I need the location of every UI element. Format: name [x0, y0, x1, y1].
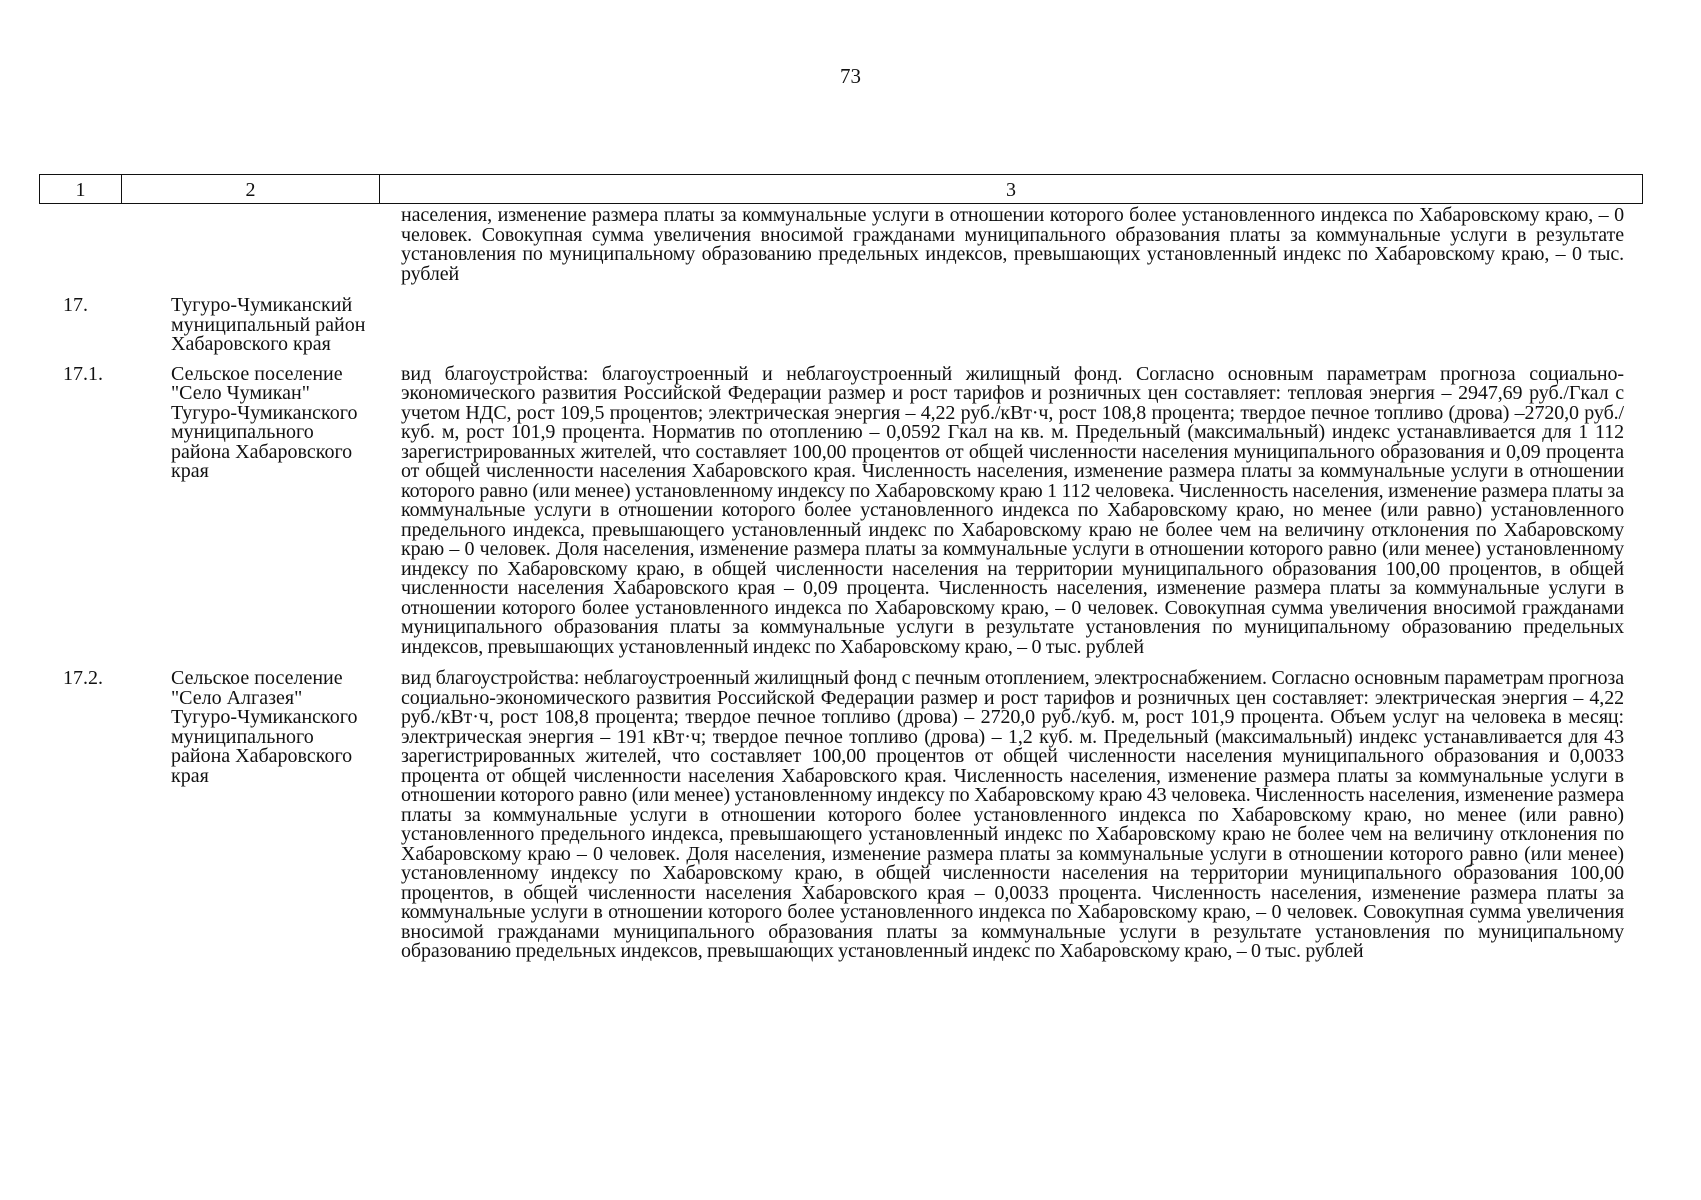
row-entity-name: Тугуро-Чумиканский муниципальный район Хабаровского края [171, 294, 366, 355]
row-entity-name: Сельское поселение "Село Алгазея" Тугуро-Чумиканского муниципального района Хабаровского края [171, 667, 358, 787]
row-number: 17. [63, 294, 88, 316]
row-number: 17.1. [63, 362, 103, 385]
row-description: вид благоустройства: неблагоустроенный жилищный фонд с печным отоплением, электроснабжением. Согласно основным параметрам прогноза социально-экономического развития Российской Федерации размер и рост тарифов и розничных цен составляет: электрическая энергия – 4,22 руб./кВт·ч, рост 108,8 процента; твердое печное топливо (дрова) – 2720,0 руб./куб. м, рост 101,9 процента. Объем услуг на человека в месяц: электрическая энергия – 191 кВт·ч; твердое печное топливо (дрова) – 1,2 куб. м. Предельный (максимальный) индекс устанавливается для 43 зарегистрированных жителей, что составляет 100,00 процентов от общей численности населения муниципального образования и 0,0033 процента от общей численности населения Хабаровского края. Численность населения, изменение размера платы за коммунальные услуги в отношении которого равно (или менее) установленному индексу по Хабаровскому краю 43 человека. Численность населения, изменение размера платы за коммунальные услуги в отношении которого более установленного индекса по Хабаровскому краю, но менее (или равно) установленного предельного индекса, превышающего установленный индекс по Хабаровскому краю не более чем на величину отклонения по Хабаровскому краю – 0 человек. Доля населения, изменение размера платы за коммунальные услуги в отношении которого равно (или менее) установленному индексу по Хабаровскому краю, в общей численности населения на территории муниципального образования 100,00 процентов, в общей численности населения Хабаровского края – 0,0033 процента. Численность населения, изменение размера платы за коммунальные услуги в отношении которого более установленного индекса по Хабаровскому краю, – 0 человек. Совокупная сумма увеличения вносимой гражданами муниципального образования платы за коммунальные услуги в результате установления по муниципальному образованию предельных индексов, превышающих установленный индекс по Хабаровскому краю, – 0 тыс. рублей [401, 667, 1624, 962]
header-col-1: 1 [40, 175, 122, 203]
row-description: населения, изменение размера платы за коммунальные услуги в отношении которого более установленного индекса по Хабаровскому краю, – 0 человек. Совокупная сумма увеличения вносимой гражданами муниципального образования платы за коммунальные услуги в результате установления по муниципальному образованию предельных индексов, превышающих установленный индекс по Хабаровскому краю, – 0 тыс. рублей [401, 204, 1624, 285]
header-col-3: 3 [1006, 179, 1016, 201]
header-col-2: 2 [122, 175, 380, 203]
table-row [39, 669, 1643, 962]
table-row [39, 296, 1643, 355]
table-row [39, 206, 1643, 284]
table-body [39, 206, 1643, 962]
table-header [39, 174, 1643, 204]
table-row [39, 362, 1643, 658]
page-number: 73 [840, 64, 861, 88]
row-description: вид благоустройства: благоустроенный и неблагоустроенный жилищный фонд. Согласно основным параметрам прогноза социально-экономического развития Российской Федерации размер и рост тарифов и розничных цен составляет: тепловая энергия – 2947,69 руб./Гкал с учетом НДС, рост 109,5 процентов; электрическая энергия – 4,22 руб./кВт·ч, рост 108,8 процента; твердое печное топливо (дрова) –2720,0 руб./куб. м, рост 101,9 процента. Норматив по отоплению – 0,0592 Гкал на кв. м. Предельный (максимальный) индекс устанавливается для 1 112 зарегистрированных жителей, что составляет 100,00 процентов от общей численности населения муниципального образования и 0,09 процента от общей численности населения Хабаровского края. Численность населения, изменение размера платы за коммунальные услуги в отношении которого равно (или менее) установленному индексу по Хабаровскому краю 1 112 человека. Численность населения, изменение размера платы за коммунальные услуги в отношении которого более установленного индекса по Хабаровскому краю, но менее (или равно) установленного предельного индекса, превышающего установленный индекс по Хабаровскому краю не более чем на величину отклонения по Хабаровскому краю – 0 человек. Доля населения, изменение размера платы за коммунальные услуги в отношении которого равно (или менее) установленному индексу по Хабаровскому краю, в общей численности населения на территории муниципального образования 100,00 процентов, в общей численности населения Хабаровского края – 0,09 процента. Численность населения, изменение размера платы за коммунальные услуги в отношении которого более установленного индекса по Хабаровскому краю, – 0 человек. Совокупная сумма увеличения вносимой гражданами муниципального образования платы за коммунальные услуги в результате установления по муниципальному образованию предельных индексов, превышающих установленный индекс по Хабаровскому краю, – 0 тыс. рублей [401, 362, 1624, 658]
row-entity-name: Сельское поселение "Село Чумикан" Тугуро-Чумиканского муниципального района Хабаровского края [171, 362, 358, 482]
row-number: 17.2. [63, 667, 103, 689]
